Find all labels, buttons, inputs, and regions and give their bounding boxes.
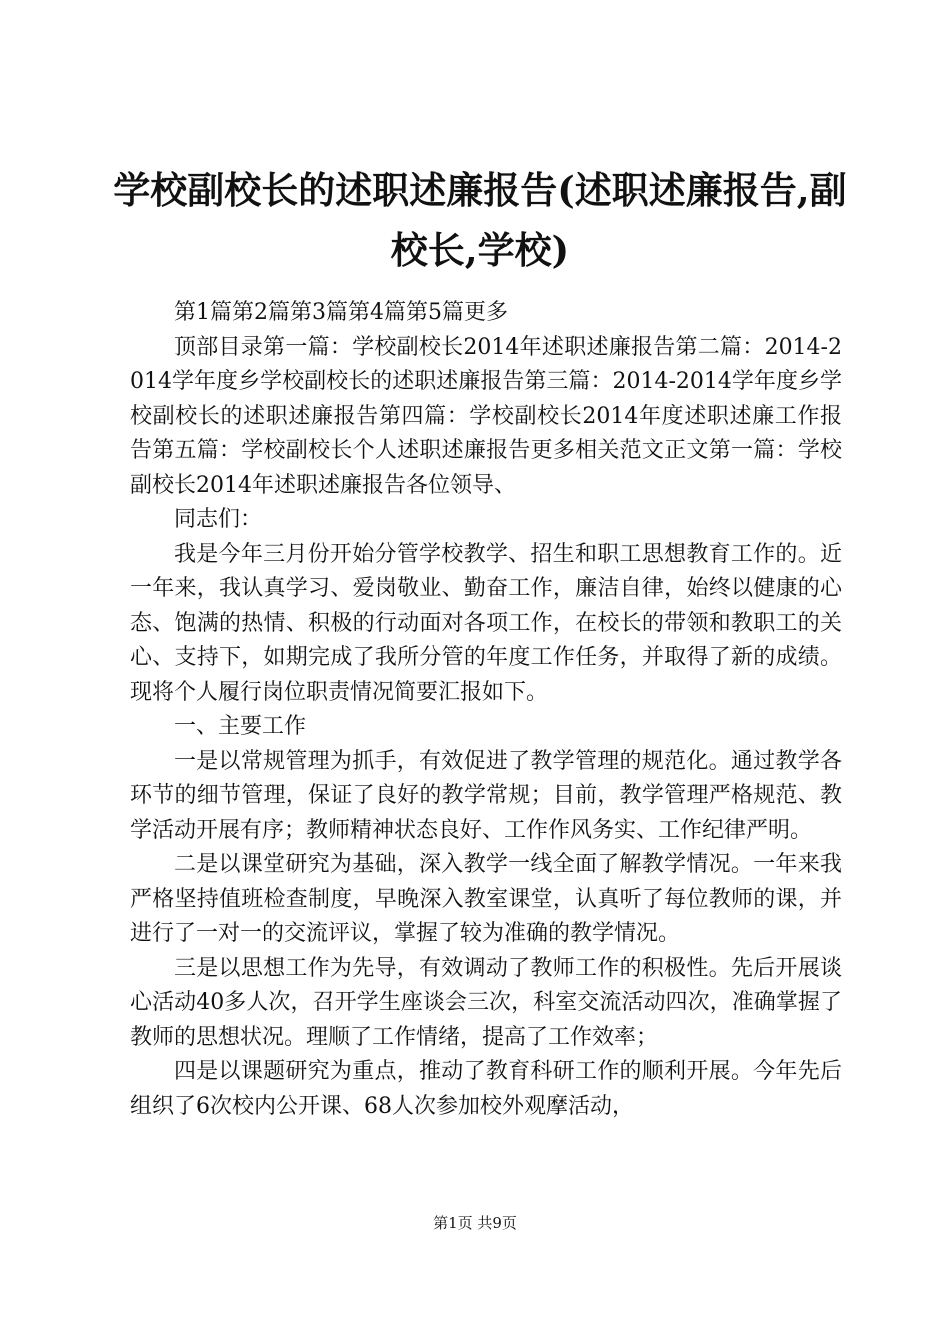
page-number-footer: 第1页 共9页 [433,1214,517,1232]
document-title: 学校副校长的述职述廉报告(述职述廉报告,副校长,学校) [113,168,847,272]
body-paragraph: 一是以常规管理为抓手，有效促进了教学管理的规范化。通过教学各环节的细节管理，保证了良好的教学常规；目前，教学管理严格规范、教学活动开展有序；教师精神状态良好、工作作风务实、工作纪律严明。 [130,748,842,843]
document-body [130,296,842,1124]
body-paragraph: 二是以课堂研究为基础，深入教学一线全面了解教学情况。一年来我严格坚持值班检查制度，早晚深入教室课堂，认真听了每位教师的课，并进行了一对一的交流评议，掌握了较为准确的教学情况。 [130,852,842,946]
body-paragraph: 我是今年三月份开始分管学校教学、招生和职工思想教育工作的。近一年来，我认真学习、爱岗敬业、勤奋工作，廉洁自律，始终以健康的心态、饱满的热情、积极的行动面对各项工作，在校长的带领和教职工的关心、支持下，如期完成了我所分管的年度工作任务，并取得了新的成绩。现将个人履行岗位职责情况简要汇报如下。 [130,541,842,705]
greeting-paragraph: 同志们： [174,507,263,532]
body-paragraph: 三是以思想工作为先导，有效调动了教师工作的积极性。先后开展谈心活动40多人次，召开学生座谈会三次，科室交流活动四次，准确掌握了教师的思想状况。理顺了工作情绪，提高了工作效率； [130,955,842,1050]
body-paragraph: 四是以课题研究为重点，推动了教育科研工作的顺利开展。今年先后组织了6次校内公开课、68人次参加校外观摩活动， [130,1059,842,1119]
section-heading: 一、主要工作 [174,714,307,739]
table-of-contents-paragraph: 顶部目录第一篇：学校副校长2014年述职述廉报告第二篇：2014-2014学年度乡学校副校长的述职述廉报告第三篇：2014-2014学年度乡学校副校长的述职述廉报告第四篇：学校副校长2014年度述职述廉工作报告第五篇：学校副校长个人述职述廉报告更多相关范文正文第一篇：学校副校长2014年述职述廉报告各位领导、 [130,334,842,498]
article-nav-links: 第1篇第2篇第3篇第4篇第5篇更多 [174,300,508,325]
